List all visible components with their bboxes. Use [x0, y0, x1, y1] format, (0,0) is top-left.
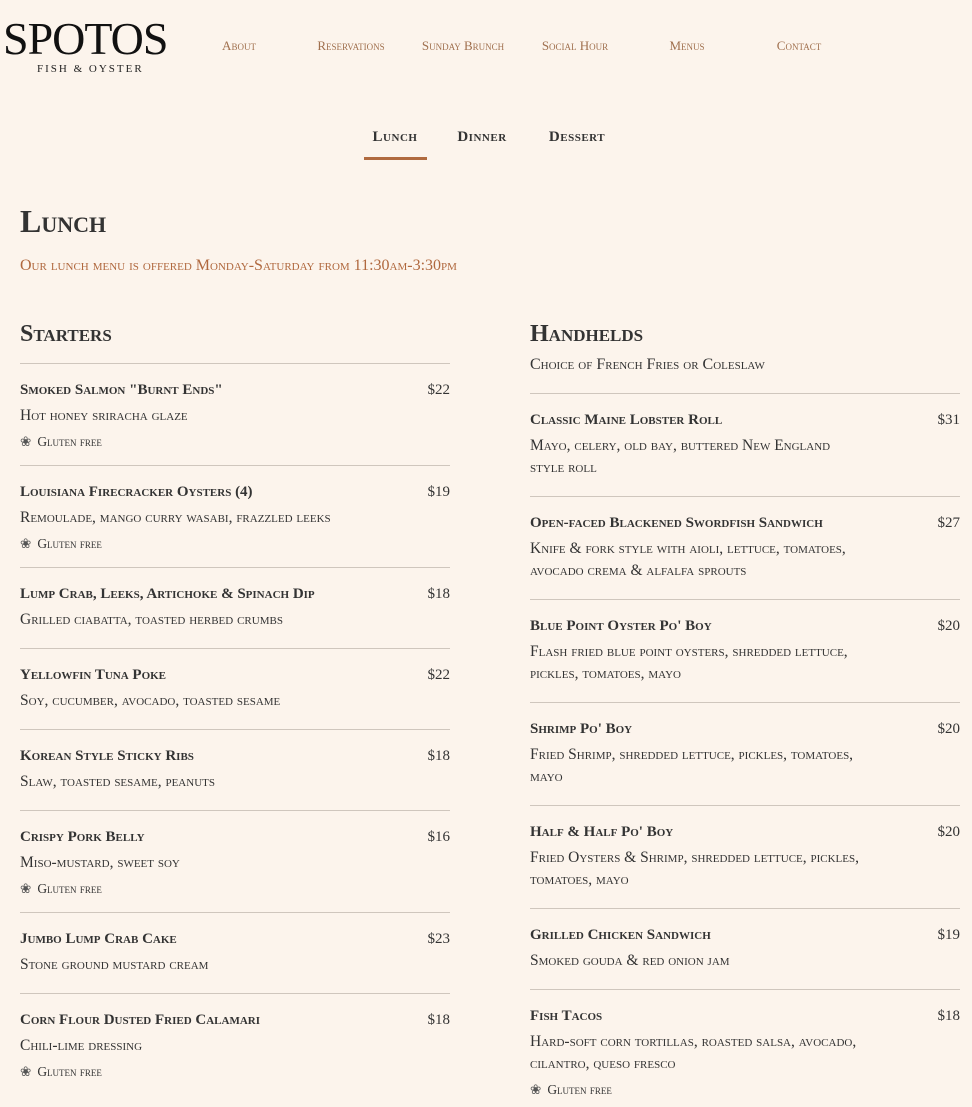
nav-sunday-brunch[interactable]: Sunday Brunch	[421, 38, 505, 53]
gluten-free-badge	[20, 535, 450, 553]
tab-dessert[interactable]: Dessert	[548, 129, 606, 145]
item-price: $27	[937, 515, 960, 531]
gluten-free-badge	[20, 880, 450, 898]
item-description: Knife & fork style with aioli, lettuce, tomatoes, avocado crema & alfalfa sprouts	[530, 540, 846, 579]
item-description: Flash fried blue point oysters, shredded lettuce, pickles, tomatoes, mayo	[530, 643, 848, 682]
nav-social-hour[interactable]: Social Hour	[541, 38, 609, 53]
item-name: Grilled Chicken Sandwich	[530, 927, 711, 943]
item-name: Shrimp Po' Boy	[530, 721, 633, 737]
gluten-free-label: Gluten free	[37, 881, 102, 896]
item-description: Stone ground mustard cream	[20, 956, 209, 973]
menu-item	[20, 993, 450, 1095]
item-price: $16	[427, 829, 450, 845]
item-price: $22	[427, 382, 450, 398]
menu-item	[20, 465, 450, 567]
gluten-free-badge	[20, 433, 450, 451]
tab-dinner[interactable]: Dinner	[457, 129, 507, 145]
gluten-free-label: Gluten free	[37, 1064, 102, 1079]
item-name: Korean Style Sticky Ribs	[20, 748, 194, 764]
item-description: Fried Oysters & Shrimp, shredded lettuce, pickles, tomatoes, mayo	[530, 849, 859, 888]
starters-list	[20, 363, 450, 1095]
logo-tagline: FISH & OYSTER	[37, 63, 144, 75]
item-price: $23	[427, 931, 450, 947]
menu-item	[20, 648, 450, 729]
handhelds-list	[530, 393, 960, 1107]
gluten-free-label: Gluten free	[37, 536, 102, 551]
gluten-free-label: Gluten free	[37, 434, 102, 449]
item-description: Grilled ciabatta, toasted herbed crumbs	[20, 611, 283, 628]
item-description: Chili-lime dressing	[20, 1037, 143, 1054]
menu-item	[20, 912, 450, 993]
logo-name: SPOTOS	[3, 13, 168, 64]
item-price: $18	[427, 748, 450, 764]
item-name: Half & Half Po' Boy	[530, 824, 674, 840]
menu-item	[20, 363, 450, 465]
nav-reservations[interactable]: Reservations	[317, 38, 385, 53]
gluten-free-label: Gluten free	[547, 1082, 612, 1097]
gluten-free-badge	[20, 1063, 450, 1081]
page-title: Lunch	[20, 203, 107, 239]
item-name: Yellowfin Tuna Poke	[20, 667, 167, 683]
gluten-free-icon: ❀	[20, 536, 32, 551]
item-name: Corn Flour Dusted Fried Calamari	[20, 1012, 261, 1028]
item-name: Classic Maine Lobster Roll	[530, 412, 723, 428]
handhelds-heading: Handhelds	[530, 321, 644, 347]
item-price: $20	[937, 824, 960, 840]
item-description: Soy, cucumber, avocado, toasted sesame	[20, 692, 281, 709]
item-description: Miso-mustard, sweet soy	[20, 854, 180, 871]
menu-item	[530, 805, 960, 908]
item-name: Fish Tacos	[530, 1008, 603, 1024]
item-name: Louisiana Firecracker Oysters (4)	[20, 484, 253, 500]
item-price: $18	[427, 1012, 450, 1028]
gluten-free-icon: ❀	[20, 881, 32, 896]
menu-item	[20, 567, 450, 648]
item-description: Remoulade, mango curry wasabi, frazzled leeks	[20, 509, 331, 526]
gluten-free-icon: ❀	[20, 1064, 32, 1079]
menu-item	[530, 908, 960, 989]
item-name: Lump Crab, Leeks, Artichoke & Spinach Dip	[20, 586, 315, 602]
item-price: $20	[937, 721, 960, 737]
starters-heading: Starters	[20, 321, 112, 347]
item-name: Smoked Salmon "Burnt Ends"	[20, 382, 223, 398]
item-price: $18	[937, 1008, 960, 1024]
handhelds-subtitle: Choice of French Fries or Coleslaw	[530, 356, 765, 373]
item-description: Slaw, toasted sesame, peanuts	[20, 773, 215, 790]
menu-intro: Our lunch menu is offered Monday-Saturday from 11:30am-3:30pm	[20, 257, 457, 274]
item-description: Fried Shrimp, shredded lettuce, pickles, tomatoes, mayo	[530, 746, 854, 785]
item-name: Jumbo Lump Crab Cake	[20, 931, 177, 947]
item-price: $31	[937, 412, 960, 428]
tab-lunch[interactable]: Lunch	[372, 129, 418, 145]
item-price: $20	[937, 618, 960, 634]
item-name: Open-faced Blackened Swordfish Sandwich	[530, 515, 823, 531]
menu-item	[530, 496, 960, 599]
menu-item	[20, 810, 450, 912]
menu-item	[530, 393, 960, 496]
active-tab-indicator	[364, 157, 427, 160]
item-price: $18	[427, 586, 450, 602]
item-description: Smoked gouda & red onion jam	[530, 952, 730, 969]
item-price: $19	[427, 484, 450, 500]
item-description: Hot honey sriracha glaze	[20, 407, 188, 424]
item-price: $19	[937, 927, 960, 943]
nav-contact[interactable]: Contact	[776, 38, 822, 53]
nav-about[interactable]: About	[222, 38, 256, 53]
menu-item	[20, 729, 450, 810]
gluten-free-badge	[530, 1081, 960, 1099]
item-name: Crispy Pork Belly	[20, 829, 145, 845]
menu-item	[530, 702, 960, 805]
menu-item	[530, 989, 960, 1107]
logo[interactable]	[3, 13, 168, 80]
gluten-free-icon: ❀	[20, 434, 32, 449]
item-description: Hard-soft corn tortillas, roasted salsa, avocado, cilantro, queso fresco	[530, 1033, 857, 1072]
gluten-free-icon: ❀	[530, 1082, 542, 1097]
item-description: Mayo, celery, old bay, buttered New England style roll	[530, 437, 831, 476]
nav-menus[interactable]: Menus	[669, 38, 705, 53]
item-price: $22	[427, 667, 450, 683]
menu-item	[530, 599, 960, 702]
item-name: Blue Point Oyster Po' Boy	[530, 618, 712, 634]
